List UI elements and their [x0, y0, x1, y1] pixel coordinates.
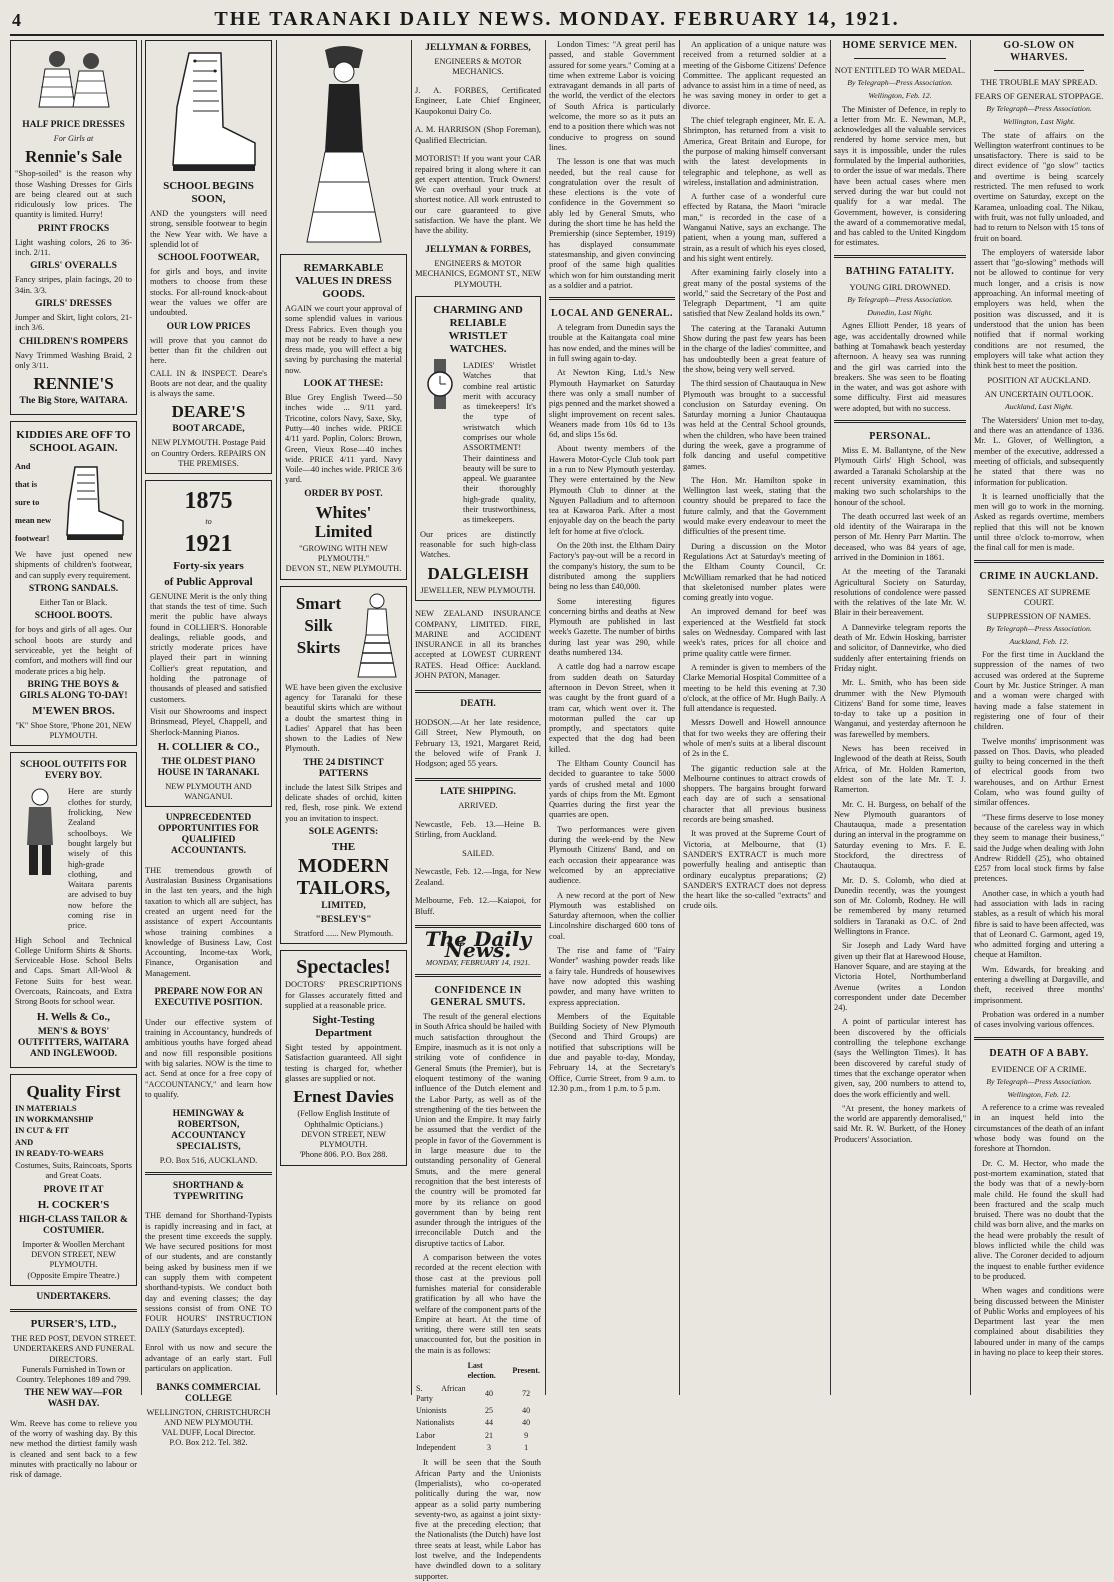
mewen-body: We have just opened new shipments of children's footwear, and can supply every requirement.: [15, 550, 132, 580]
banks-title: SHORTHAND & TYPEWRITING: [172, 1180, 245, 1202]
mewen-slogan: mean new: [15, 516, 52, 526]
davies-advert: [280, 950, 407, 1166]
smart-silk-heading: Skirts: [296, 637, 341, 657]
news-paragraph: A new record at the port of New Plymouth was established on Saturday afternoon, when the collier Lincolnshire discharged 600 tons of coal.: [549, 890, 675, 941]
news-paragraph: The third session of Chautauqua in New Plymouth was brought to a successful conclusion on Saturday evening. On Saturday morning a Junior Chautauqua was held at the Central School grounds, when the children, who have been trained during the week, gave a programme of folk dancing and useful competitive games.: [683, 379, 826, 471]
table-row: [415, 1442, 541, 1454]
collier-brand: H. COLLIER & CO.,: [157, 740, 260, 753]
column-5: [549, 40, 675, 1395]
article-subtitle: FEARS OF GENERAL STOPPAGE.: [974, 91, 1104, 101]
banks-text: WELLINGTON, CHRISTCHURCH AND NEW PLYMOUTH.: [146, 1407, 271, 1427]
cocker-brand: H. COCKER'S: [37, 1198, 110, 1211]
news-paragraph: The Hon. Mr. Hamilton spoke in Wellington last week, stating that the country should be prepared to face the future calmly, and that the Government would make every endeavour to meet the difficulties of the present time.: [683, 475, 826, 537]
column-rule: [141, 40, 142, 1395]
boot-icon: [55, 463, 127, 543]
news-paragraph: The chief telegraph engineer, Mr. E. A. Shrimpton, has returned from a visit to America, Great Britain and Europe, for the purpose of making himself conversant with the latest developments in telegraphic and telephone, as well as wireless, installation and administration.: [683, 116, 826, 187]
collier-to: to: [205, 517, 212, 527]
article-title: BATHING FATALITY.: [845, 265, 955, 277]
column-rule: [411, 40, 412, 1395]
rennie-text: Jumper and Skirt, light colors, 21-inch 3/6.: [15, 312, 132, 333]
collier-heading: of Public Approval: [164, 575, 253, 588]
hemingway-text: Under our effective system of training in Accountancy, hundreds of ambitious youths have forged ahead and now fill responsible positions with big salaries. NOW is the time to act. Send at once for a free copy of "ACCOUNTANCY," and learn how to qualify.: [145, 1017, 272, 1099]
jellyman-text: A. M. HARRISON (Shop Foreman), Qualified Electrician.: [415, 125, 541, 145]
article-subtitle: AN UNCERTAIN OUTLOOK.: [984, 389, 1094, 400]
cocker-item: IN WORKMANSHIP: [15, 1114, 94, 1124]
davies-text: (Fellow English Institute of Ophthalmic Opticians.): [297, 1109, 390, 1129]
jellyman-text: J. A. FORBES, Certificated Engineer, Late Chief Engineer, Kaupokonui Dairy Co.: [415, 85, 541, 116]
hemingway-brand: HEMINGWAY & ROBERTSON, ACCOUNTANCY SPECIALISTS,: [171, 1108, 246, 1152]
article-dateline: Wellington, Feb. 12.: [1007, 1089, 1071, 1099]
banks-advert: [145, 1181, 272, 1449]
news-paragraph: At Newton King, Ltd.'s New Plymouth Haymarket on Saturday there was only a small number of pigs penned and the market showed a slight improvement on recent sales. Weaners made from 10s 6d to 13s 6d, and slips 15s 6d.: [549, 368, 675, 440]
local-news-title: LOCAL AND GENERAL.: [550, 308, 674, 320]
newspaper-nameplate: The Daily News.: [424, 927, 532, 962]
rennie-text: Navy Trimmed Washing Braid, 2 only 3/11.: [15, 350, 132, 370]
girls-illustration-icon: [29, 47, 119, 117]
modern-tailors-body: WE have been given the exclusive agency for Taranaki for these beautiful skirts which are without a doubt the smartest thing in Ladies' Apparel that has been shown to the Ladies of New Plymouth.: [285, 682, 402, 754]
column-3: [280, 40, 407, 1395]
table-cell: 40: [522, 1406, 531, 1416]
news-paragraph: A reference to a crime was revealed in an inquest held into the circumstances of the death of an infant whose body was found on the foreshore at Thorndon.: [974, 1103, 1104, 1154]
column-7: [834, 40, 966, 1395]
article-byline: By Telegraph—Press Association.: [847, 294, 953, 304]
wells-advert: [10, 752, 137, 1067]
news-paragraph: At the meeting of the Taranaki Agricultural Society on Saturday, resolutions of condolence were passed with the relatives of the late Mr. W. Blair in their bereavement.: [834, 567, 966, 618]
news-paragraph: A point of particular interest has been discovered by the officials controlling the telephone exchange (says the Wellington Times). It has been discovered by careful study of times that the exchange operator when given, say, 200 numbers to attend to, does the work efficiently and well.: [834, 1017, 966, 1099]
news-paragraph: Mr. C. H. Burgess, on behalf of the New Plymouth guarantors of Chautauqua, made a presentation during an interval in the programme on Saturday evening to Mrs. F. E. Stockford, the directress of Chautauqua.: [834, 799, 966, 871]
column-1: [10, 40, 137, 1480]
davies-text: 'Phone 806. P.O. Box 288.: [299, 1150, 388, 1160]
news-paragraph: When wages and conditions were being discussed between the Minister of Public Works and employees of his Department last year the men complained about disabilities they laboured under in many of the camps in having no place to keep their stores.: [974, 1286, 1104, 1357]
modern-tailors-brand: TAILORS,: [296, 876, 391, 899]
table-cell: 21: [484, 1430, 493, 1440]
column-6: [683, 40, 826, 1395]
banks-brand: BANKS COMMERCIAL COLLEGE: [156, 1382, 261, 1404]
collier-year: 1875: [184, 488, 233, 515]
modern-tailors-text: include the latest Silk Stripes and delicate shades of orchid, kitten red, flesh, rose pink. We extend you an invitation to inspect.: [285, 782, 402, 823]
table-cell: 40: [522, 1418, 531, 1428]
purser-brand: PURSER'S, LTD.,: [30, 1317, 117, 1330]
banks-text: P.O. Box 212. Tel. 382.: [169, 1438, 248, 1448]
rennie-heading: GIRLS' OVERALLS: [30, 261, 117, 272]
news-paragraph: On the 20th inst. the Eltham Dairy Factory's pay-out will be a record in the company's history, the sum to be distributed among the suppliers being no less than £40,000.: [549, 541, 675, 592]
table-cell: 44: [484, 1418, 493, 1428]
modern-tailors-text: Stratford ...... New Plymouth.: [293, 928, 394, 938]
column-2: [145, 40, 272, 1448]
article-subtitle: SENTENCES AT SUPREME COURT.: [987, 586, 1091, 607]
dalgleish-brand: DALGLEISH: [427, 563, 529, 583]
column-rule: [830, 40, 831, 1395]
whites-advert: [280, 254, 407, 580]
cocker-advert: [10, 1074, 137, 1286]
rennie-heading: CHILDREN'S ROMPERS: [19, 336, 128, 347]
news-paragraph: The rise and fame of "Fairy Wonder" washing powder reads like a fairy tale. Hundreds of housewives have now adopted this washing powder, and many have written to express appreciation.: [549, 946, 675, 1007]
table-header: Present.: [512, 1366, 540, 1376]
cocker-text: PROVE IT AT: [43, 1184, 104, 1195]
mewen-brand: M'EWEN BROS.: [32, 704, 115, 717]
table-header: [415, 1360, 467, 1383]
article-dateline: Wellington, Feb. 12.: [868, 91, 932, 101]
article-title: DEATH OF A BABY.: [989, 1047, 1089, 1059]
news-paragraph: Two performances were given during the week-end by the New Plymouth Citizens' Band, and on each occasion their appearance was welcomed by an appreciative audience.: [549, 824, 675, 886]
wells-title: SCHOOL OUTFITS FOR EVERY BOY.: [20, 760, 127, 782]
cocker-item: IN CUT & FIT: [15, 1126, 70, 1136]
collier-advert: [145, 480, 272, 807]
davies-heading: Sight-Testing Department: [312, 1014, 375, 1040]
table-cell: 1: [524, 1443, 529, 1453]
davies-brand: Ernest Davies: [293, 1087, 394, 1107]
table-cell: 3: [486, 1443, 491, 1453]
rennie-brand: RENNIE'S: [33, 374, 114, 394]
banks-text: VAL DUFF, Local Director.: [161, 1428, 256, 1438]
dalgleish-body: LADIES' Wristlet Watches that combine real artistic merit with accuracy as timekeepers! It's the type of wristwatch which comprises our whole ASSORTMENT! Their daintiness and beauty will be sure to appeal. We guarantee their thoroughly high-grade quality, their trustworthiness, as timekeepers.: [463, 360, 536, 525]
news-paragraph: "At present, the honey markets of the world are apparently demoralised," said Mr. R. W. Burkett, of the Honey Producers' Association.: [834, 1103, 966, 1144]
shipping-text: Newcastle, Feb. 13.—Heine B. Stirling, from Auckland.: [415, 819, 541, 839]
table-cell: Unionists: [416, 1406, 447, 1416]
cocker-text: (Opposite Empire Theatre.): [27, 1270, 120, 1280]
schoolboy-illustration-icon: [15, 785, 65, 885]
cocker-text: Costumes, Suits, Raincoats, Sports and Great Coats.: [15, 1161, 132, 1181]
article-dateline: Wellington, Last Night.: [1002, 117, 1076, 127]
jellyman-text: ENGINEERS & MOTOR MECHANICS, EGMONT ST., NEW PLYMOUTH.: [415, 259, 541, 289]
article-dateline: Dunedin, Last Night.: [867, 308, 933, 318]
table-row: [415, 1383, 541, 1406]
whites-list: Blue Grey English Tweed—50 inches wide ... 9/11 yard. Tricotine, colors Navy, Saxe, Sky, Putty—40 inches wide. PRICE 4/11 yard. Poplin, Colors: Brown, Green, Vieux Rose—40 inches wide. PRICE 4/11 yard. Navy Voile—40 inches wide. PRICE 3/6 yard.: [285, 393, 402, 485]
deare-text: CALL IN & INSPECT. Deare's Boots are not dear, and the quality is always the same.: [150, 368, 267, 399]
table-cell: 9: [524, 1430, 529, 1440]
whites-text: DEVON ST., NEW PLYMOUTH.: [285, 564, 402, 574]
jellyman-title: JELLYMAN & FORBES,: [425, 43, 531, 53]
article-subtitle: THE TROUBLE MAY SPREAD.: [980, 77, 1098, 87]
hemingway-body: THE tremendous growth of Australasian Business Organisations in the last ten years, and the high taxation to which all are subject, has created an urgent need for the assistance of expert Accountants whose training combines a knowledge of Business Law, Cost Accounting, Income-tax Work, Finance, Organisation and Management.: [145, 865, 272, 978]
collier-text: Visit our Showrooms and inspect Brinsmead, Pleyel, Chappell, and Sherlock-Manning Pianos.: [150, 706, 267, 737]
hemingway-heading: PREPARE NOW FOR AN EXECUTIVE POSITION.: [154, 987, 263, 1009]
mewen-slogan: And: [15, 462, 31, 472]
smart-silk-heading: Smart: [295, 593, 342, 613]
purser-text: Funerals Furnished in Town or Country. Telephones 189 and 799.: [16, 1364, 131, 1385]
news-paragraph: An improved demand for beef was experienced at the Westfield fat stock sales on Wednesday. Compared with last week's rates, prices for all choice and prime quality cattle were firmer.: [683, 607, 826, 658]
mewen-slogan: sure to: [15, 498, 40, 508]
cocker-text: Importer & Woollen Merchant DEVON STREET, NEW PLYMOUTH.: [22, 1239, 125, 1270]
collier-body: GENUINE Merit is the only thing that stands the test of time. Such merit the public have always found in COLLIER'S. Honorable dealings, reliable goods, and strictly moderate prices have played their part in winning Collier's great reputation, and holding the patronage of thousands of pleased and satisfied customers.: [150, 591, 267, 704]
news-paragraph: During a discussion on the Motor Regulations Act at Saturday's meeting of the Eltham County Council, Cr. McWilliam remarked that he had noticed that skeletonised number plates were coming greatly into vogue.: [683, 541, 826, 603]
whites-heading: LOOK AT THESE:: [303, 379, 384, 390]
rennie-subtitle: For Girls at: [53, 134, 94, 143]
cocker-item: IN READY-TO-WEARS: [15, 1148, 104, 1158]
undertakers-title: UNDERTAKERS.: [36, 1291, 111, 1302]
deare-brand: DEARE'S: [171, 402, 246, 422]
article-dateline: Auckland, Last Night.: [1004, 402, 1073, 412]
banks-text: Enrol with us now and secure the advantage of an early start. Full particulars on application.: [145, 1343, 272, 1373]
news-paragraph: It was proved at the Supreme Court of Victoria, at Melbourne, that (1) SANDER'S EXTRACT is much more powerfully healing and antiseptic than ordinary eucalyptus preparations; (2) SANDER'S EXTRACT does not depress the heart like the so-called "extracts" and crude oils.: [683, 829, 826, 911]
column-4: [415, 40, 541, 1581]
collier-text: NEW PLYMOUTH AND WANGANUI.: [165, 781, 252, 802]
rennie-heading: GIRLS' DRESSES: [35, 298, 112, 309]
news-paragraph: "These firms deserve to lose money because of the careless way in which they seem to manage their business," said the Judge when dealing with John Andrew Riddell (25), who obtained £257 from local stock firms by false pretences.: [974, 812, 1104, 884]
news-paragraph: The Minister of Defence, in reply to a letter from Mr. E. Newman, M.P., acknowledges all the valuable services rendered by home service men, but says it is impossible, under the rules formulated by the Imperial authorities, to order the issue of war medals. There have been actual cases where men served during the war but could not qualify for a war medal. The Government, however, is considering the award of a commemorative medal, and has cabled to the United Kingdom for estimates.: [834, 104, 966, 248]
wells-list: High School and Technical College Uniform Shirts & Shorts. Serviceable Hose. School Belts and Caps. Smart All-Wool & Fetone Suits for best wear. Overcoats, Raincoats, and Extra Strong Boots for school wear.: [15, 935, 132, 1007]
news-paragraph: Dr. C. M. Hector, who made the post-mortem examination, stated that the body was that of a newly-born male child. He found the skull had been fractured and the scalp much bruised. There was no doubt that the child was born alive, and the marks on the head were probably the result of blows inflicted while the child was alive. The Coroner decided to adjourn the inquest to enable further evidence to be produced.: [974, 1158, 1104, 1281]
mewen-heading: SCHOOL BOOTS.: [34, 611, 113, 622]
modern-tailors-heading: THE 24 DISTINCT PATTERNS: [303, 757, 384, 779]
collier-text: THE OLDEST PIANO HOUSE IN TARANAKI.: [157, 756, 260, 778]
whites-text: "GROWING WITH NEW PLYMOUTH.": [299, 543, 388, 564]
article-title: PERSONAL.: [869, 431, 931, 443]
table-cell: Independent: [416, 1443, 456, 1453]
article-title: CRIME IN AUCKLAND.: [979, 570, 1099, 582]
table-cell: S. African Party: [416, 1383, 466, 1403]
shipping-text: Melbourne, Feb. 12.—Kaiapoi, for Bluff.: [415, 896, 541, 916]
article-byline: By Telegraph—Press Association.: [986, 623, 1092, 633]
article-title: GO-SLOW ON WHARVES.: [1003, 40, 1075, 63]
rennie-text: Light washing colors, 26 to 36-inch. 2/11.: [15, 237, 132, 258]
modern-tailors-brand: LIMITED,: [321, 900, 366, 911]
news-paragraph: The Watersiders' Union met to-day, and there was an attendance of 1336. Mr. L. Glover, of Wellington, a member of the executive, addressed a meeting of officials, and subsequently he stated that there was no information for publication.: [974, 415, 1104, 487]
news-paragraph: An application of a unique nature was received from a returned soldier at a meeting of the Gisborne Citizens' Defence Committee. The applicant requested an advance to assist him in a time of need, as he was saving money in order to get a divorce.: [683, 40, 826, 111]
deare-text: will prove that you cannot do better than fit the children out here.: [150, 335, 267, 366]
purser-text: THE NEW WAY—FOR WASH DAY.: [24, 1388, 123, 1410]
table-header: Last election.: [467, 1360, 496, 1381]
hemingway-title: UNPRECEDENTED OPPORTUNITIES FOR QUALIFIED ACCOUNTANTS.: [158, 813, 259, 857]
news-paragraph: For the first time in Auckland the suppression of the names of two accused was ordered at the Supreme Court by Mr. Justice Stringer. A man and a woman were charged with having made a false statement in registering one of four of their children.: [974, 650, 1104, 732]
newspaper-title: THE TARANAKI DAILY NEWS. MONDAY. FEBRUARY 14, 1921.: [214, 8, 900, 30]
death-notice: HODSON.—At her late residence, Gill Street, New Plymouth, on February 13, 1921, Margaret Reid, the beloved wife of Frank J. Hodgson; aged 55 years.: [415, 718, 541, 769]
death-notice-title: DEATH.: [460, 698, 496, 709]
mewen-slogan: that is: [15, 480, 38, 490]
dalgleish-advert: [415, 296, 541, 601]
news-paragraph: Twelve months' imprisonment was passed on Thos. Davis, who pleaded guilty to being concerned in the theft of electrical goods from two warehouses, and on Arthur Ernest Colam, who was found guilty of similar offences.: [974, 736, 1104, 808]
article-byline: By Telegraph—Press Association.: [847, 78, 953, 87]
news-paragraph: A further case of a wonderful cure effected by Ratana, the Maori "miracle man," is recorded in the case of a Wanganui Native, says an exchange. The patient, when a young man, suffered a strain, as a result of which his eyes closed, and his sight went entirely.: [683, 192, 826, 263]
column-rule: [545, 40, 546, 1395]
shipping-text: Newcastle, Feb. 12.—Inga, for New Zealand.: [415, 867, 541, 887]
whites-heading: ORDER BY POST.: [304, 488, 383, 499]
lady-skirt-illustration-icon: [352, 591, 402, 681]
article-subtitle: SUPPRESSION OF NAMES.: [987, 610, 1091, 621]
news-paragraph: Members of the Equitable Building Society of New Plymouth (Second and Third Groups) are notified that subscriptions will be due and payable to-day, Monday, February 14, at the Secretary's Office, Currie Street, from 9 a.m. to 12.30 p.m., from 1 p.m. to 5 p.m.: [549, 1011, 675, 1093]
mewen-address: "K" Shoe Store, 'Phone 201, NEW PLYMOUTH.: [15, 720, 132, 741]
table-cell: 40: [484, 1388, 493, 1398]
banks-body: THE demand for Shorthand-Typists is rapidly increasing and in fact, at the present time exceeds the supply. We have secured positions for most of our students, and are constantly being asked by business men if we can supply them with competent shorthand-typists. We conduct both day and evening classes; the day sessions consist of from ONE TO FOUR HOURS' INSTRUCTION DAILY (Saturdays excepted).: [145, 1211, 272, 1334]
dalgleish-text: JEWELLER, NEW PLYMOUTH.: [420, 585, 536, 595]
mewen-heading: STRONG SANDALS.: [28, 584, 119, 595]
table-row: [415, 1417, 541, 1429]
news-paragraph: A telegram from Dunedin says the trouble at the Kaitangata coal mine has now ended, and the mines will be in full swing again to-day.: [549, 323, 675, 364]
news-paragraph: A Dannevirke telegram reports the death of Mr. Edwin Hosking, barrister and solicitor, of Dannevirke, who died suddenly after entertaining friends on Friday night.: [834, 622, 966, 673]
page-masthead: [10, 6, 1104, 36]
table-row: [415, 1405, 541, 1417]
news-paragraph: Mr. D. S. Colomb, who died at Dunedin recently, was the youngest son of Mr. Colomb, Rodney. He will be remembered by many returned soldiers in Taranaki as O.C. of 2nd Wellingtons in France.: [834, 875, 966, 937]
cocker-text: HIGH-CLASS TAILOR & COSTUMIER.: [19, 1214, 128, 1236]
rennie-footer: The Big Store, WAITARA.: [19, 396, 128, 407]
boot-icon: [159, 47, 259, 177]
news-paragraph: News has been received in Inglewood of the death at Reiss, South Africa, of Mr. Holden Ramerton, eldest son of the late Mr. T. J. Ramerton.: [834, 744, 966, 795]
modern-tailors-text: "BESLEY'S": [315, 914, 372, 925]
rennie-intro: "Shop-soiled" is the reason why those Washing Dresses for Girls are being cleared out at such ridiculously low prices. The quantity is limited. Hurry!: [15, 169, 132, 220]
deare-text: for girls and boys, and invite mothers to choose from these stocks. For all-round knock-about wear the values we offer are undoubted.: [150, 267, 267, 318]
rennie-text: Fancy stripes, plain facings, 20 to 34in. 3/3.: [15, 275, 132, 295]
mewen-text: Either Tan or Black.: [39, 598, 108, 608]
jellyman-advert: [415, 43, 541, 290]
rennie-headline: Rennie's Sale: [25, 147, 122, 167]
shipping-heading: ARRIVED.: [458, 800, 498, 810]
article-subtitle: EVIDENCE OF A CRIME.: [991, 1063, 1087, 1074]
mewen-slogan: footwear!: [15, 534, 50, 544]
wristlet-watch-icon: [420, 359, 460, 409]
news-paragraph: About twenty members of the Hawera Motor-Cycle Club took part in a run to New Plymouth yesterday. They were entertained by the New Plymouth Club to dinner at the Nguyen Palladium and to afternoon tea at Kawaroa Park. After a most enjoyable day on the beach the party left for home at five o'clock.: [549, 444, 675, 536]
cocker-item: IN MATERIALS: [15, 1103, 77, 1113]
mewen-advert: [10, 421, 137, 746]
editorial-paragraph: The result of the general elections in South Africa should be hailed with much satisfaction throughout the Empire, inasmuch as it is not only a striking vote of confidence in General Smuts (the Premier), but is eloquent testimony of the waning influence of the Dutch element and the Labor Party, as well as of the strengthening of the ties between the Union and the Empire. It may fairly be assumed that the verdict of the people in favor of the Government is in large measure due to the outstanding personality of General Smuts, and the mere general recognition that the best interests of the country will be promoted far more by its reliance on good government than by being rent asunder through the intrigues of the irreconcilable Dutch and the disruptive tactics of Labor.: [415, 1012, 541, 1248]
shipping-heading: SAILED.: [462, 848, 494, 858]
table-cell: Labor: [416, 1430, 436, 1440]
jellyman-body: MOTORIST! If you want your CAR repaired bring it along where it can get expert attention. Truck Owners! We can overhaul your truck at shortest notice. All work entrusted to our care guaranteed to give satisfaction. We have the plant. We have the ability.: [415, 154, 541, 236]
mewen-title: KIDDIES ARE OFF TO SCHOOL AGAIN.: [16, 429, 131, 455]
davies-text: DEVON STREET, NEW PLYMOUTH.: [301, 1129, 386, 1150]
rennie-heading: PRINT FROCKS: [37, 223, 110, 234]
deare-body: AND the youngsters will need strong, sensible footwear to begin the New Year with. We have a splendid lot of: [150, 209, 267, 249]
purser-text: Wm. Reeve has come to relieve you of the worry of washing day. By this new method the dirtiest family wash is cleaned and sent back to a few minutes with practically no labour or risk of damage.: [10, 1418, 137, 1480]
news-paragraph: The employers of waterside labor assert that "go-slowing" methods will not be allowed to continue for very much longer, and a crisis is now approaching. An informal meeting of employers was held, when the position was discussed, and it is understood that the union has been notified that if normal working conditions are not resumed, the employers will take what action they think best to meet the position.: [974, 247, 1104, 371]
deare-advert: [145, 40, 272, 474]
jellyman-subtitle: ENGINEERS & MOTOR MECHANICS.: [434, 57, 522, 77]
deare-heading: OUR LOW PRICES: [166, 321, 251, 332]
shipping-title: LATE SHIPPING.: [440, 786, 516, 797]
hemingway-advert: [145, 813, 272, 1166]
news-paragraph: Probation was ordered in a number of cases involving various offences.: [974, 1009, 1104, 1030]
table-cell: 72: [522, 1388, 531, 1398]
whites-brand: Whites' Limited: [314, 502, 373, 541]
rennie-title: HALF PRICE DRESSES: [22, 120, 125, 130]
deare-heading: BOOT ARCADE,: [172, 424, 245, 435]
deare-text: NEW PLYMOUTH. Postage Paid on Country Orders. REPAIRS ON THE PREMISES.: [151, 438, 266, 469]
news-paragraph: A cattle dog had a narrow escape from sudden death on Saturday afternoon in Devon Street, when it was caught by the front guard of a tram car, which went over it. The motorman pulled the car up promptly, and spectators quite expected that the dog had been killed.: [549, 662, 675, 754]
page-number: 4: [12, 10, 21, 30]
insurance-notice: NEW ZEALAND INSURANCE COMPANY, LIMITED. FIRE, MARINE and ACCIDENT INSURANCE in all its branches accepted at LOWEST CURRENT RATES. Head Office: Auckland. JOHN PATON, Manager.: [415, 609, 541, 681]
news-paragraph: Miss E. M. Ballantyne, of the New Plymouth Girls' High School, was awarded a Taranaki Scholarship at the recent university examination, this making two such scholarships to the honour of the school.: [834, 446, 966, 507]
article-title: HOME SERVICE MEN.: [842, 40, 958, 51]
news-paragraph: The death occurred last week of an old identity of the Wairarapa in the person of Mr. Henry Parr Martin. The deceased, who was 84 years of age, arrived in the Dominion in 1861.: [834, 511, 966, 562]
whites-title: REMARKABLE VALUES IN DRESS GOODS.: [295, 262, 392, 300]
deare-heading: SCHOOL FOOTWEAR,: [157, 253, 260, 264]
cocker-title: Quality First: [26, 1081, 121, 1101]
modern-tailors-brand: THE: [331, 840, 356, 853]
wells-body: Here are sturdy clothes for sturdy, frolicking, New Zealand schoolboys. We bought largely but wisely of this high-grade clothing, and Waitara parents are advised to buy now before the coming rise in price.: [68, 787, 132, 931]
article-byline: By Telegraph—Press Association.: [986, 1076, 1092, 1086]
news-paragraph: After examining fairly closely into a great many of the postal systems of the world," said the Secretary of the Post and Telegraph Department, "I am quite satisfied that New Zealand holds its own.": [683, 268, 826, 319]
editorial-title: CONFIDENCE IN GENERAL SMUTS.: [430, 985, 526, 1009]
hemingway-text: P.O. Box 516, AUCKLAND.: [159, 1155, 258, 1165]
editorial-paragraph: It will be seen that the South African Party and the Unionists (Imperialists), who co-operated politically during the war, now appear as a solid party numbering seventy-two, as against a joint sixty-five at the preceding election; that the Nationalists (the Dutch) have lost three seats at least, while Labor has lost twelve, and the Independents have dwindled down to a solitary supporter.: [415, 1458, 541, 1581]
davies-title: Spectacles!: [296, 956, 391, 979]
news-paragraph: Mr. L. Smith, who has been side drummer with the New Plymouth Citizens' Band for some time, leaves to-day to take up a position in Wanganui, and yesterday afternoon he was farewelled by members.: [834, 678, 966, 739]
deare-title: SCHOOL BEGINS SOON,: [163, 180, 254, 205]
editorial-date: MONDAY, FEBRUARY 14, 1921.: [425, 957, 531, 967]
rennie-advert: [10, 40, 137, 415]
whites-body: AGAIN we court your approval of some splendid values in various Dress Fabrics. Even though you may not be ready to have a new dress made, you will effect a big saving by purchasing the material now.: [285, 304, 402, 375]
editorial-paragraph: A comparison between the votes recorded at the recent election with those cast at the previous poll furnishes material for considerable gratification by all who have the welfare of the component parts of the Empire at heart. At the time of writing, there were still ten seats unaccounted for, but the position in the main is as follows:: [415, 1253, 541, 1355]
column-rule: [276, 40, 277, 1395]
news-paragraph: Messrs Dowell and Howell announce that for two weeks they are offering their whole of men's suits at a liberal discount of 2s in the £.: [683, 718, 826, 759]
mewen-text: for boys and girls of all ages. Our school boots are sturdy and serviceable, yet the height of comfort, and mothers will find our moderate prices a big help.: [15, 625, 132, 676]
news-paragraph: The gigantic reduction sale at the Melbourne continues to attract crowds of shoppers. The bargains brought forward each day are of such a sensational character that all previous business records are being smashed.: [683, 763, 826, 825]
news-paragraph: Sir Joseph and Lady Ward have given up their flat at Harewood House, Hanover Square, and are staying at the Victoria Hotel, Northumberland Avenue (writes a London correspondent under date December 24).: [834, 941, 966, 1013]
wells-brand: H. Wells & Co.,: [36, 1010, 111, 1023]
news-paragraph: It is learned unofficially that the men will go to work in the morning. Asked as regards overtime, members replied that this will not be known until three o'clock to-morrow, when the final call for men is made.: [974, 491, 1104, 553]
news-paragraph: Agnes Elliott Pender, 18 years of age, was accidentally drowned while bathing at Tomahawk beach yesterday afternoon. A heavy sea was running and the girl was carried into the breakers. She was seen to be floating in the water, and was got ashore with some difficulty. First aid measures were adopted, but with no success.: [834, 321, 966, 413]
modern-tailors-brand: MODERN: [297, 854, 390, 877]
table-row: [415, 1430, 541, 1442]
article-dateline: Auckland, Feb. 12.: [1009, 636, 1069, 646]
table-cell: Nationalists: [416, 1418, 455, 1428]
news-paragraph: The catering at the Taranaki Autumn Show during the past few years has been in the charge of the ladies' committee, and has undoubtedly been a great feature of the show, being very well served.: [683, 323, 826, 374]
article-subtitle: POSITION AT AUCKLAND.: [987, 375, 1091, 386]
modern-tailors-heading: SOLE AGENTS:: [308, 826, 379, 837]
modern-tailors-advert: [280, 586, 407, 945]
smart-silk-heading: Silk: [304, 615, 333, 635]
davies-body: DOCTORS' PRESCRIPTIONS for Glasses accurately fitted and supplied at a reasonable price.: [285, 980, 402, 1010]
editorial-paragraph: London Times: "A great peril has passed, and stable Government assured for some years." Coming at a time when extreme Labor is voicing extravagant demands in all parts of the world, the verdict of the electors of South Africa is particularly welcome, the more so as it puts an end to a position there which was not conducive to progress on sound lines.: [549, 40, 675, 152]
dalgleish-title: CHARMING AND RELIABLE WRISTLET WATCHES.: [433, 303, 523, 355]
column-rule: [679, 40, 680, 1395]
article-subtitle: YOUNG GIRL DROWNED.: [849, 281, 951, 292]
news-paragraph: The state of affairs on the Wellington waterfront continues to be unsatisfactory. There is said to be direct evidence of "go slow" tactics and overtime is being scarcely restricted. The men refused to work overtime on Saturday, except on the Karamea, unloading coal. The Nikau, with fruit, was not fully unloaded, and had to return to Nelson with 15 tons of fruit on board.: [974, 130, 1104, 243]
news-paragraph: A reminder is given to members of the Clarke Memorial Hospital Committee of a meeting to be held this evening at 7.30 o'clock, at the office of Mr. Hugh Baily. A full attendance is requested.: [683, 662, 826, 714]
article-subtitle: NOT ENTITLED TO WAR MEDAL.: [834, 65, 966, 75]
lady-in-dress-illustration-icon: [289, 42, 399, 252]
election-results-table: [415, 1360, 541, 1454]
column-8: [974, 40, 1104, 1395]
undertakers-notice: [10, 1292, 137, 1481]
collier-year: 1921: [184, 530, 233, 557]
editorial-paragraph: The lesson is one that was much needed, but the real cause for congratulation over the result of these elections is the vote of confidence in the Government so ably led by General Smuts, who during the short time he has held the Premiership (since September, 1919) has displayed consummate statesmanship, and given convincing proof of the same high qualities which won for him outstanding merit as a soldier and a patriot.: [549, 157, 675, 290]
collier-heading: Forty-six years: [173, 559, 244, 572]
article-byline: By Telegraph—Press Association.: [986, 104, 1092, 113]
dalgleish-text: Our prices are distinctly reasonable for such high-class Watches.: [420, 529, 536, 560]
purser-text: THE RED POST, DEVON STREET.: [11, 1333, 136, 1343]
news-paragraph: The Eltham County Council has decided to guarantee to take 5000 yards of crushed metal and 1000 yards of chips from the Mt. Egmont Quarries during the first year the quarries are open.: [549, 759, 675, 820]
purser-text: UNDERTAKERS AND FUNERAL DIRECTORS.: [13, 1344, 134, 1364]
davies-text: Sight tested by appointment. Satisfaction guaranteed. All sight testing is charged for, whether glasses are supplied or not.: [285, 1043, 402, 1083]
mewen-cta: BRING THE BOYS & GIRLS ALONG TO-DAY!: [19, 679, 128, 701]
jellyman-brand: JELLYMAN & FORBES,: [425, 245, 531, 256]
table-cell: 25: [484, 1406, 493, 1416]
column-rule: [970, 40, 971, 1395]
news-paragraph: Wm. Edwards, for breaking and entering a dwelling at Dargaville, and theft, received three months' imprisonment.: [974, 964, 1104, 1005]
news-paragraph: Another case, in which a youth had had association with lads in racing stables, as a result of which his moral fibre is said to have been affected, was that of Leonard C. Garmont, aged 19, who admitted forging and uttering a cheque at Hamilton.: [974, 888, 1104, 960]
news-paragraph: Some interesting figures concerning births and deaths at New Plymouth are published in last week's Gazette. The number of births during last year was 290, while deaths numbered 134.: [549, 596, 675, 658]
wells-footer: MEN'S & BOYS' OUTFITTERS, WAITARA AND INGLEWOOD.: [17, 1026, 130, 1059]
cocker-item: AND: [15, 1137, 34, 1147]
